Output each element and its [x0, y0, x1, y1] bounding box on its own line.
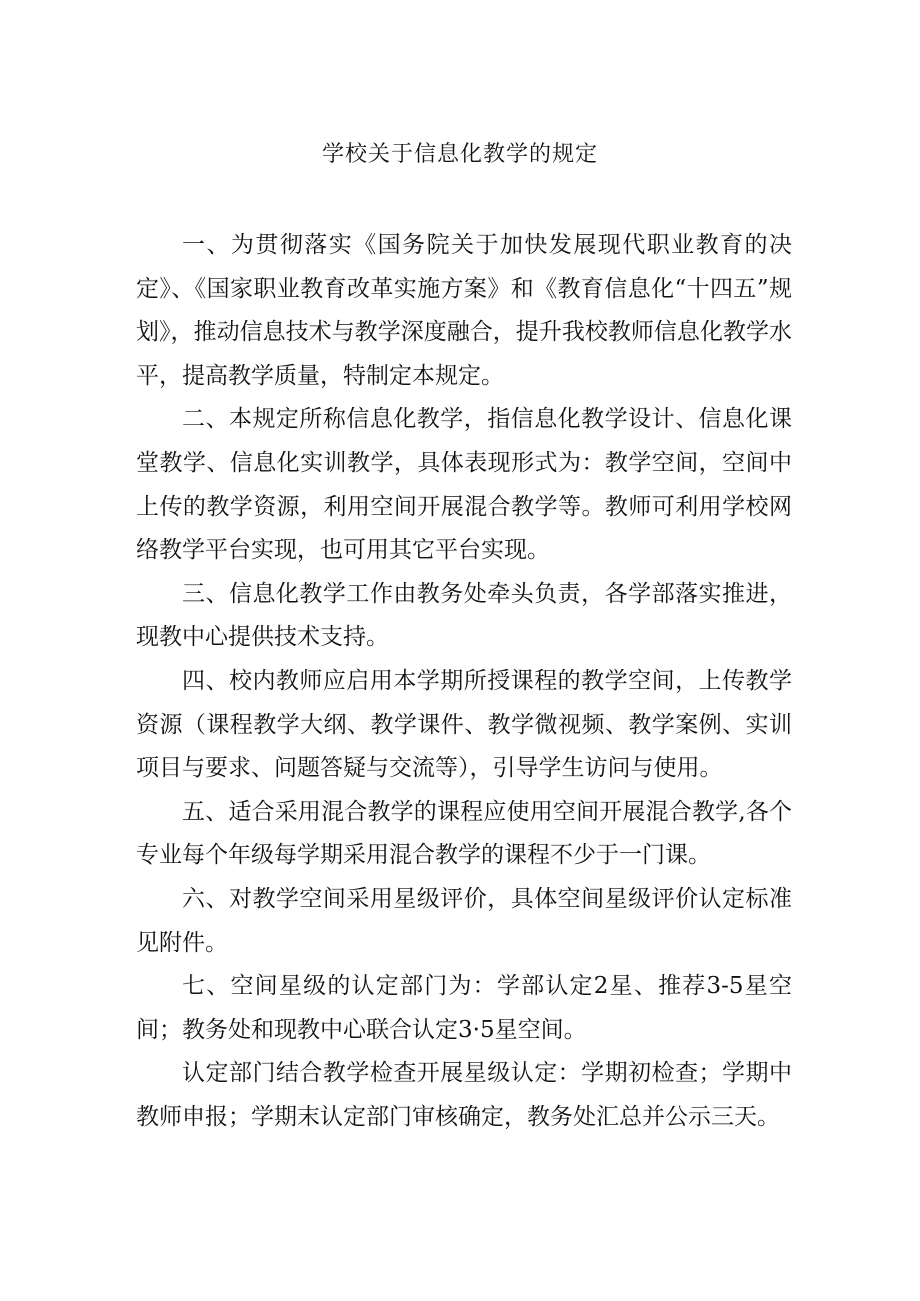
paragraph-7: 七、空间星级的认定部门为：学部认定2星、推荐3-5星空间；教务处和现教中心联合认定3·5星空间。	[136, 973, 792, 1043]
paragraph-2: 二、本规定所称信息化教学，指信息化教学设计、信息化课堂教学、信息化实训教学，具体表现形式为：教学空间，空间中上传的教学资源，利用空间开展混合教学等。教师可利用学校网络教学平台实现，也可用其它平台实现。	[136, 406, 792, 564]
paragraph-4: 四、校内教师应启用本学期所授课程的教学空间，上传教学资源（课程教学大纲、教学课件、教学微视频、教学案例、实训项目与要求、问题答疑与交流等），引导学生访问与使用。	[136, 667, 792, 782]
document-title: 学校关于信息化教学的规定	[321, 142, 598, 167]
paragraph-5: 五、适合采用混合教学的课程应使用空间开展混合教学,各个专业每个年级每学期采用混合教学的课程不少于一门课。	[136, 798, 792, 869]
paragraph-3: 三、信息化教学工作由教务处牵头负责，各学部落实推进，现教中心提供技术支持。	[136, 580, 792, 651]
document-body	[136, 224, 792, 1139]
paragraph-6: 六、对教学空间采用星级评价，具体空间星级评价认定标准见附件。	[136, 885, 792, 956]
paragraph-8: 认定部门结合教学检查开展星级认定：学期初检查；学期中教师申报；学期末认定部门审核确定，教务处汇总并公示三天。	[136, 1060, 792, 1130]
paragraph-1: 一、为贯彻落实《国务院关于加快发展现代职业教育的决定》、《国家职业教育改革实施方案》和《教育信息化“十四五”规划》，推动信息技术与教学深度融合，提升我校教师信息化教学水平，提高教学质量，特制定本规定。	[136, 232, 792, 389]
